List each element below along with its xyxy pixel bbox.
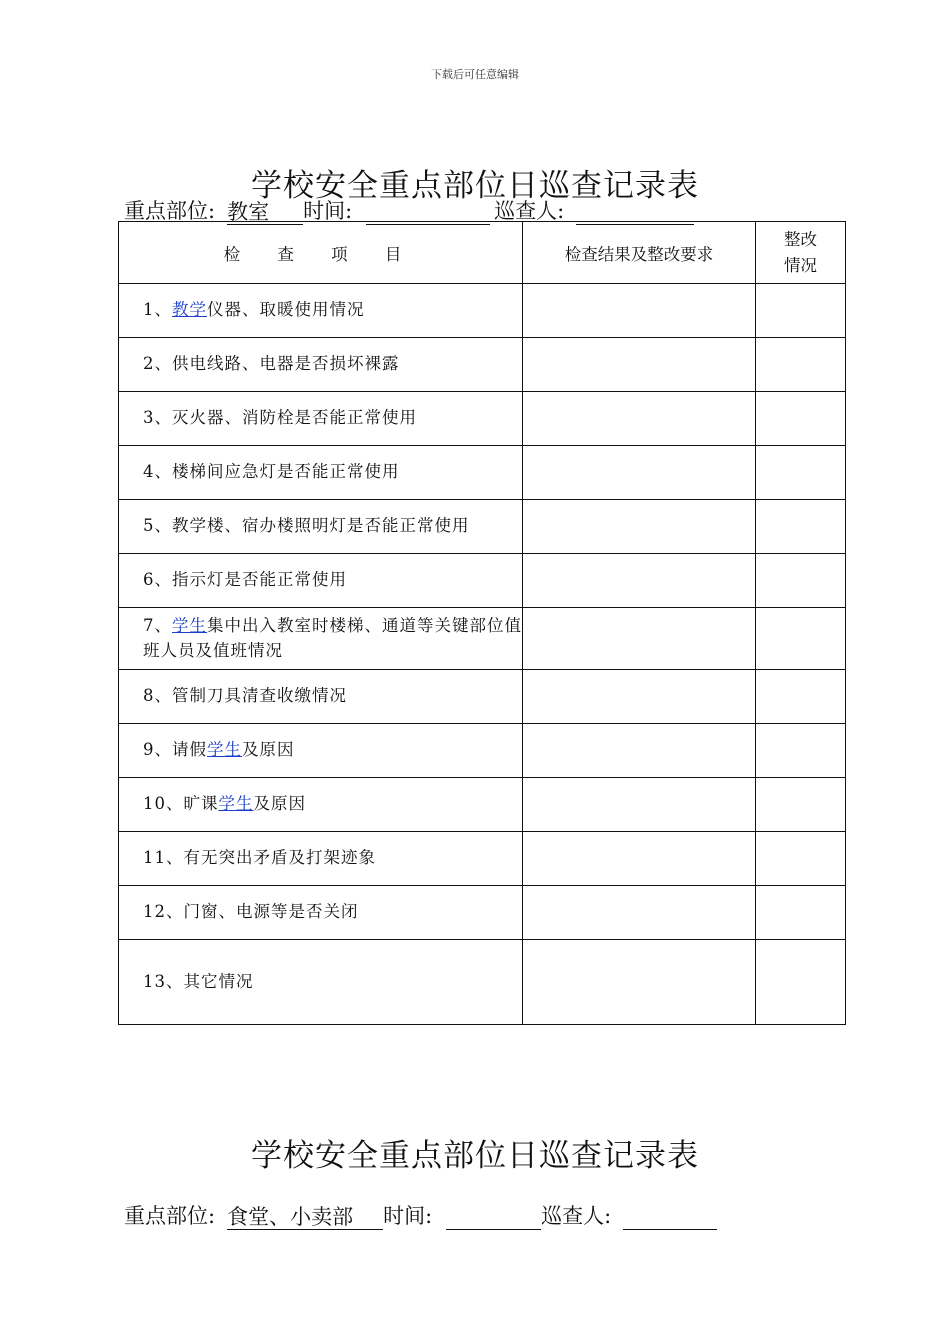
inspection-item: 5、教学楼、宿办楼照明灯是否能正常使用	[119, 500, 523, 554]
item-link[interactable]: 学生	[172, 615, 207, 635]
inspection-item: 12、门窗、电源等是否关闭	[119, 886, 523, 940]
table-row	[119, 670, 846, 724]
form2-inspector-field[interactable]	[623, 1209, 717, 1230]
inspection-item: 9、请假学生及原因	[119, 724, 523, 778]
table-row	[119, 832, 846, 886]
header-item: 检 查 项 目	[119, 222, 523, 284]
inspection-item: 7、学生集中出入教室时楼梯、通道等关键部位值班人员及值班情况	[119, 608, 523, 670]
result-cell[interactable]	[523, 500, 756, 554]
inspection-item: 8、管制刀具清查收缴情况	[119, 670, 523, 724]
table-row	[119, 338, 846, 392]
form1-location-label: 重点部位:	[124, 199, 216, 223]
form2-title: 学校安全重点部位日巡查记录表	[251, 1138, 699, 1174]
table-row	[119, 554, 846, 608]
status-cell[interactable]	[756, 392, 846, 446]
result-cell[interactable]	[523, 832, 756, 886]
form1-time-label: 时间:	[303, 199, 353, 223]
table-row	[119, 608, 846, 670]
status-cell[interactable]	[756, 338, 846, 392]
item-link[interactable]: 学生	[218, 794, 254, 814]
table-row	[119, 446, 846, 500]
result-cell[interactable]	[523, 284, 756, 338]
form2-inspector-label: 巡查人:	[541, 1204, 612, 1228]
status-cell[interactable]	[756, 500, 846, 554]
inspection-item: 1、教学仪器、取暖使用情况	[119, 284, 523, 338]
item-link[interactable]: 学生	[207, 740, 242, 760]
result-cell[interactable]	[523, 608, 756, 670]
form2-time-field[interactable]	[446, 1209, 541, 1230]
table-row	[119, 500, 846, 554]
table-row	[119, 886, 846, 940]
status-cell[interactable]	[756, 940, 846, 1025]
header-result: 检查结果及整改要求	[523, 222, 756, 284]
form2-time-label: 时间:	[383, 1204, 433, 1228]
table-row	[119, 284, 846, 338]
status-cell[interactable]	[756, 554, 846, 608]
result-cell[interactable]	[523, 940, 756, 1025]
inspection-item: 11、有无突出矛盾及打架迹象	[119, 832, 523, 886]
table-row	[119, 778, 846, 832]
inspection-table	[118, 221, 846, 1025]
form2-location-value[interactable]: 食堂、小卖部	[227, 1205, 383, 1230]
status-cell[interactable]	[756, 832, 846, 886]
result-cell[interactable]	[523, 338, 756, 392]
header-note: 下载后可任意编辑	[431, 68, 519, 81]
form2-location-label: 重点部位:	[124, 1204, 216, 1228]
inspection-item: 10、旷课学生及原因	[119, 778, 523, 832]
status-cell[interactable]	[756, 778, 846, 832]
form2-info-line	[124, 1200, 717, 1230]
table-body	[119, 284, 846, 1025]
table-header-row	[119, 222, 846, 284]
status-cell[interactable]	[756, 608, 846, 670]
result-cell[interactable]	[523, 724, 756, 778]
inspection-item: 4、楼梯间应急灯是否能正常使用	[119, 446, 523, 500]
result-cell[interactable]	[523, 446, 756, 500]
table-row	[119, 940, 846, 1025]
result-cell[interactable]	[523, 392, 756, 446]
inspection-item: 2、供电线路、电器是否损坏裸露	[119, 338, 523, 392]
form1-location-value[interactable]: 教室	[227, 200, 303, 225]
result-cell[interactable]	[523, 670, 756, 724]
table-row	[119, 724, 846, 778]
inspection-item: 3、灭火器、消防栓是否能正常使用	[119, 392, 523, 446]
status-cell[interactable]	[756, 886, 846, 940]
inspection-item: 13、其它情况	[119, 940, 523, 1025]
status-cell[interactable]	[756, 284, 846, 338]
header-status: 整改 情况	[756, 222, 846, 284]
status-cell[interactable]	[756, 670, 846, 724]
item-link[interactable]: 教学	[172, 300, 207, 320]
status-cell[interactable]	[756, 446, 846, 500]
inspection-item: 6、指示灯是否能正常使用	[119, 554, 523, 608]
table-row	[119, 392, 846, 446]
status-cell[interactable]	[756, 724, 846, 778]
result-cell[interactable]	[523, 554, 756, 608]
result-cell[interactable]	[523, 886, 756, 940]
result-cell[interactable]	[523, 778, 756, 832]
form1-inspector-label: 巡查人:	[494, 199, 565, 223]
form1-title: 学校安全重点部位日巡查记录表	[251, 168, 699, 204]
